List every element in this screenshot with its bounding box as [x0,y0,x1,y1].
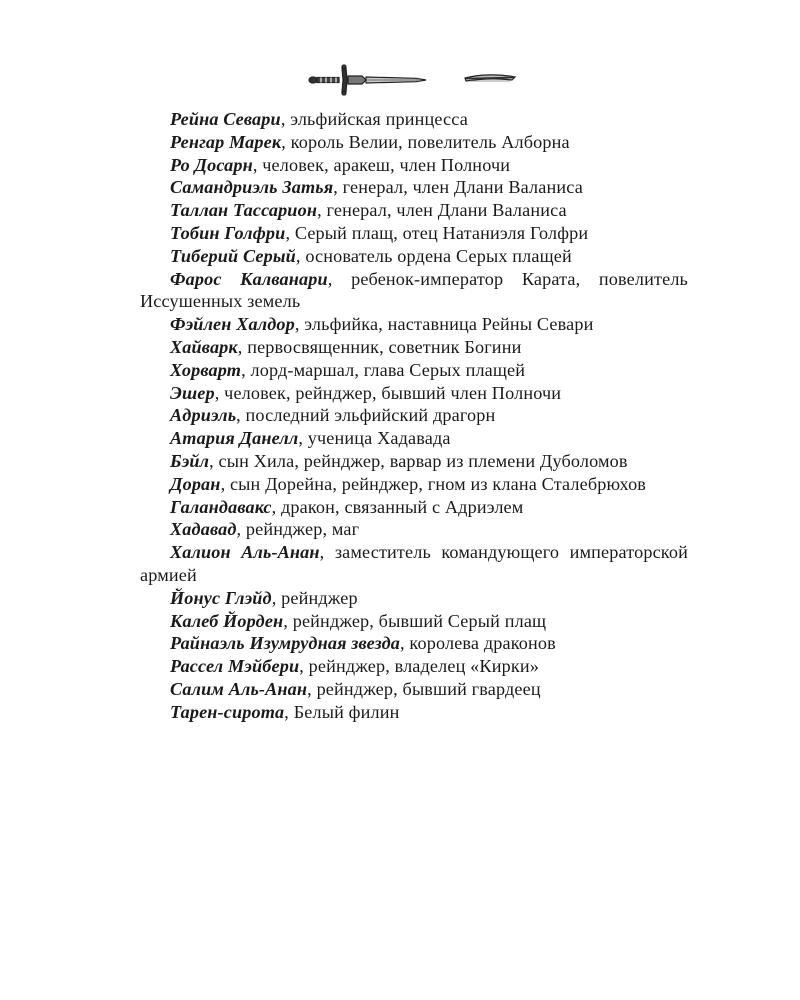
character-name: Фэйлен Халдор [170,314,295,335]
character-entry [140,404,688,427]
character-entry [140,655,688,678]
character-entry [140,313,688,336]
character-name: Хорварт [170,359,242,380]
character-entry [140,518,688,541]
character-name: Фарос Калванари [170,268,328,289]
character-description: , рейнджер [271,587,358,608]
character-description: , эльфийка, наставница Рейны Севари [294,314,594,335]
character-description: , рейнджер, маг [236,519,360,540]
character-description: , последний эльфийский драгорн [236,405,496,426]
character-name: Ренгар Марек [170,131,282,152]
character-name: Самандриэль Затья [170,177,334,198]
character-entry [140,382,688,405]
character-name: Салим Аль-Анан [170,678,308,699]
character-description: , первосвященник, советник Богини [237,336,522,357]
character-name: Тобин Голфри [170,222,286,243]
character-entry [140,632,688,655]
character-entry [140,199,688,222]
character-entry [140,268,688,314]
character-description: , рейнджер, владелец «Кирки» [299,656,539,677]
character-description: , основатель ордена Серых плащей [295,245,572,266]
character-name: Тарен-сирота [170,701,285,722]
character-description: , сын Хила, рейнджер, варвар из племени Дуболомов [209,450,628,471]
character-description: , Белый филин [284,701,400,722]
character-description: , Серый плащ, отец Натаниэля Голфри [285,222,589,243]
character-description: , рейнджер, бывший Серый плащ [283,610,547,631]
character-entry [140,450,688,473]
quill-icon [465,75,515,81]
character-description: , сын Дорейна, рейнджер, гном из клана Сталебрюхов [220,473,647,494]
character-description: , генерал, член Длани Валаниса [317,200,567,221]
character-name: Доран [170,473,221,494]
character-description: , человек, аракеш, член Полночи [252,154,511,175]
character-description: , ребенок-император Карата, повелитель Иссушенных земель [140,268,689,312]
character-name: Бэйл [170,450,210,471]
character-entry [140,427,688,450]
character-name: Йонус Глэйд [170,587,272,608]
character-entry [140,473,688,496]
character-name: Рассел Мэйбери [170,656,300,677]
character-entry [140,610,688,633]
character-entry [140,359,688,382]
character-entry [140,131,688,154]
character-name: Ро Досарн [170,154,253,175]
character-name: Райнаэль Изумрудная звезда [170,633,401,654]
character-description: , эльфийская принцесса [280,109,468,129]
character-entry [140,678,688,701]
character-entry [140,587,688,610]
character-entry [140,496,688,519]
character-name: Галандавакс [170,496,272,517]
character-entry [140,336,688,359]
character-description: , лорд-маршал, глава Серых плащей [241,359,526,380]
character-name: Тиберий Серый [170,245,296,266]
character-description: , заместитель командующего императорской армией [140,542,688,585]
character-name: Атария Данелл [170,428,299,449]
character-description: , король Велии, повелитель Алборна [281,131,570,152]
character-entry [140,222,688,245]
character-description: , рейнджер, бывший гвардеец [307,678,541,699]
character-name: Адриэль [170,405,237,426]
character-entry [140,541,688,587]
character-entry [140,245,688,268]
sword-ornament [300,62,530,98]
character-name: Халион Аль-Анан [170,542,320,563]
character-description: , ученица Хадавада [298,428,451,449]
sword-icon [309,65,426,95]
character-entry [140,108,688,131]
character-name: Хайварк [170,336,238,357]
character-description: , человек, рейнджер, бывший член Полночи [214,382,562,403]
character-name: Эшер [170,382,215,403]
character-name: Калеб Йорден [170,610,284,631]
character-description: , генерал, член Длани Валаниса [333,177,583,198]
character-entry [140,701,688,724]
character-entry [140,154,688,177]
character-description: , королева драконов [400,633,556,654]
character-description: , дракон, связанный с Адриэлем [271,496,524,517]
character-name: Таллан Тассарион [170,200,318,221]
character-name: Рейна Севари [170,109,281,129]
character-list [140,108,688,724]
character-entry [140,176,688,199]
character-name: Хадавад [170,519,237,540]
